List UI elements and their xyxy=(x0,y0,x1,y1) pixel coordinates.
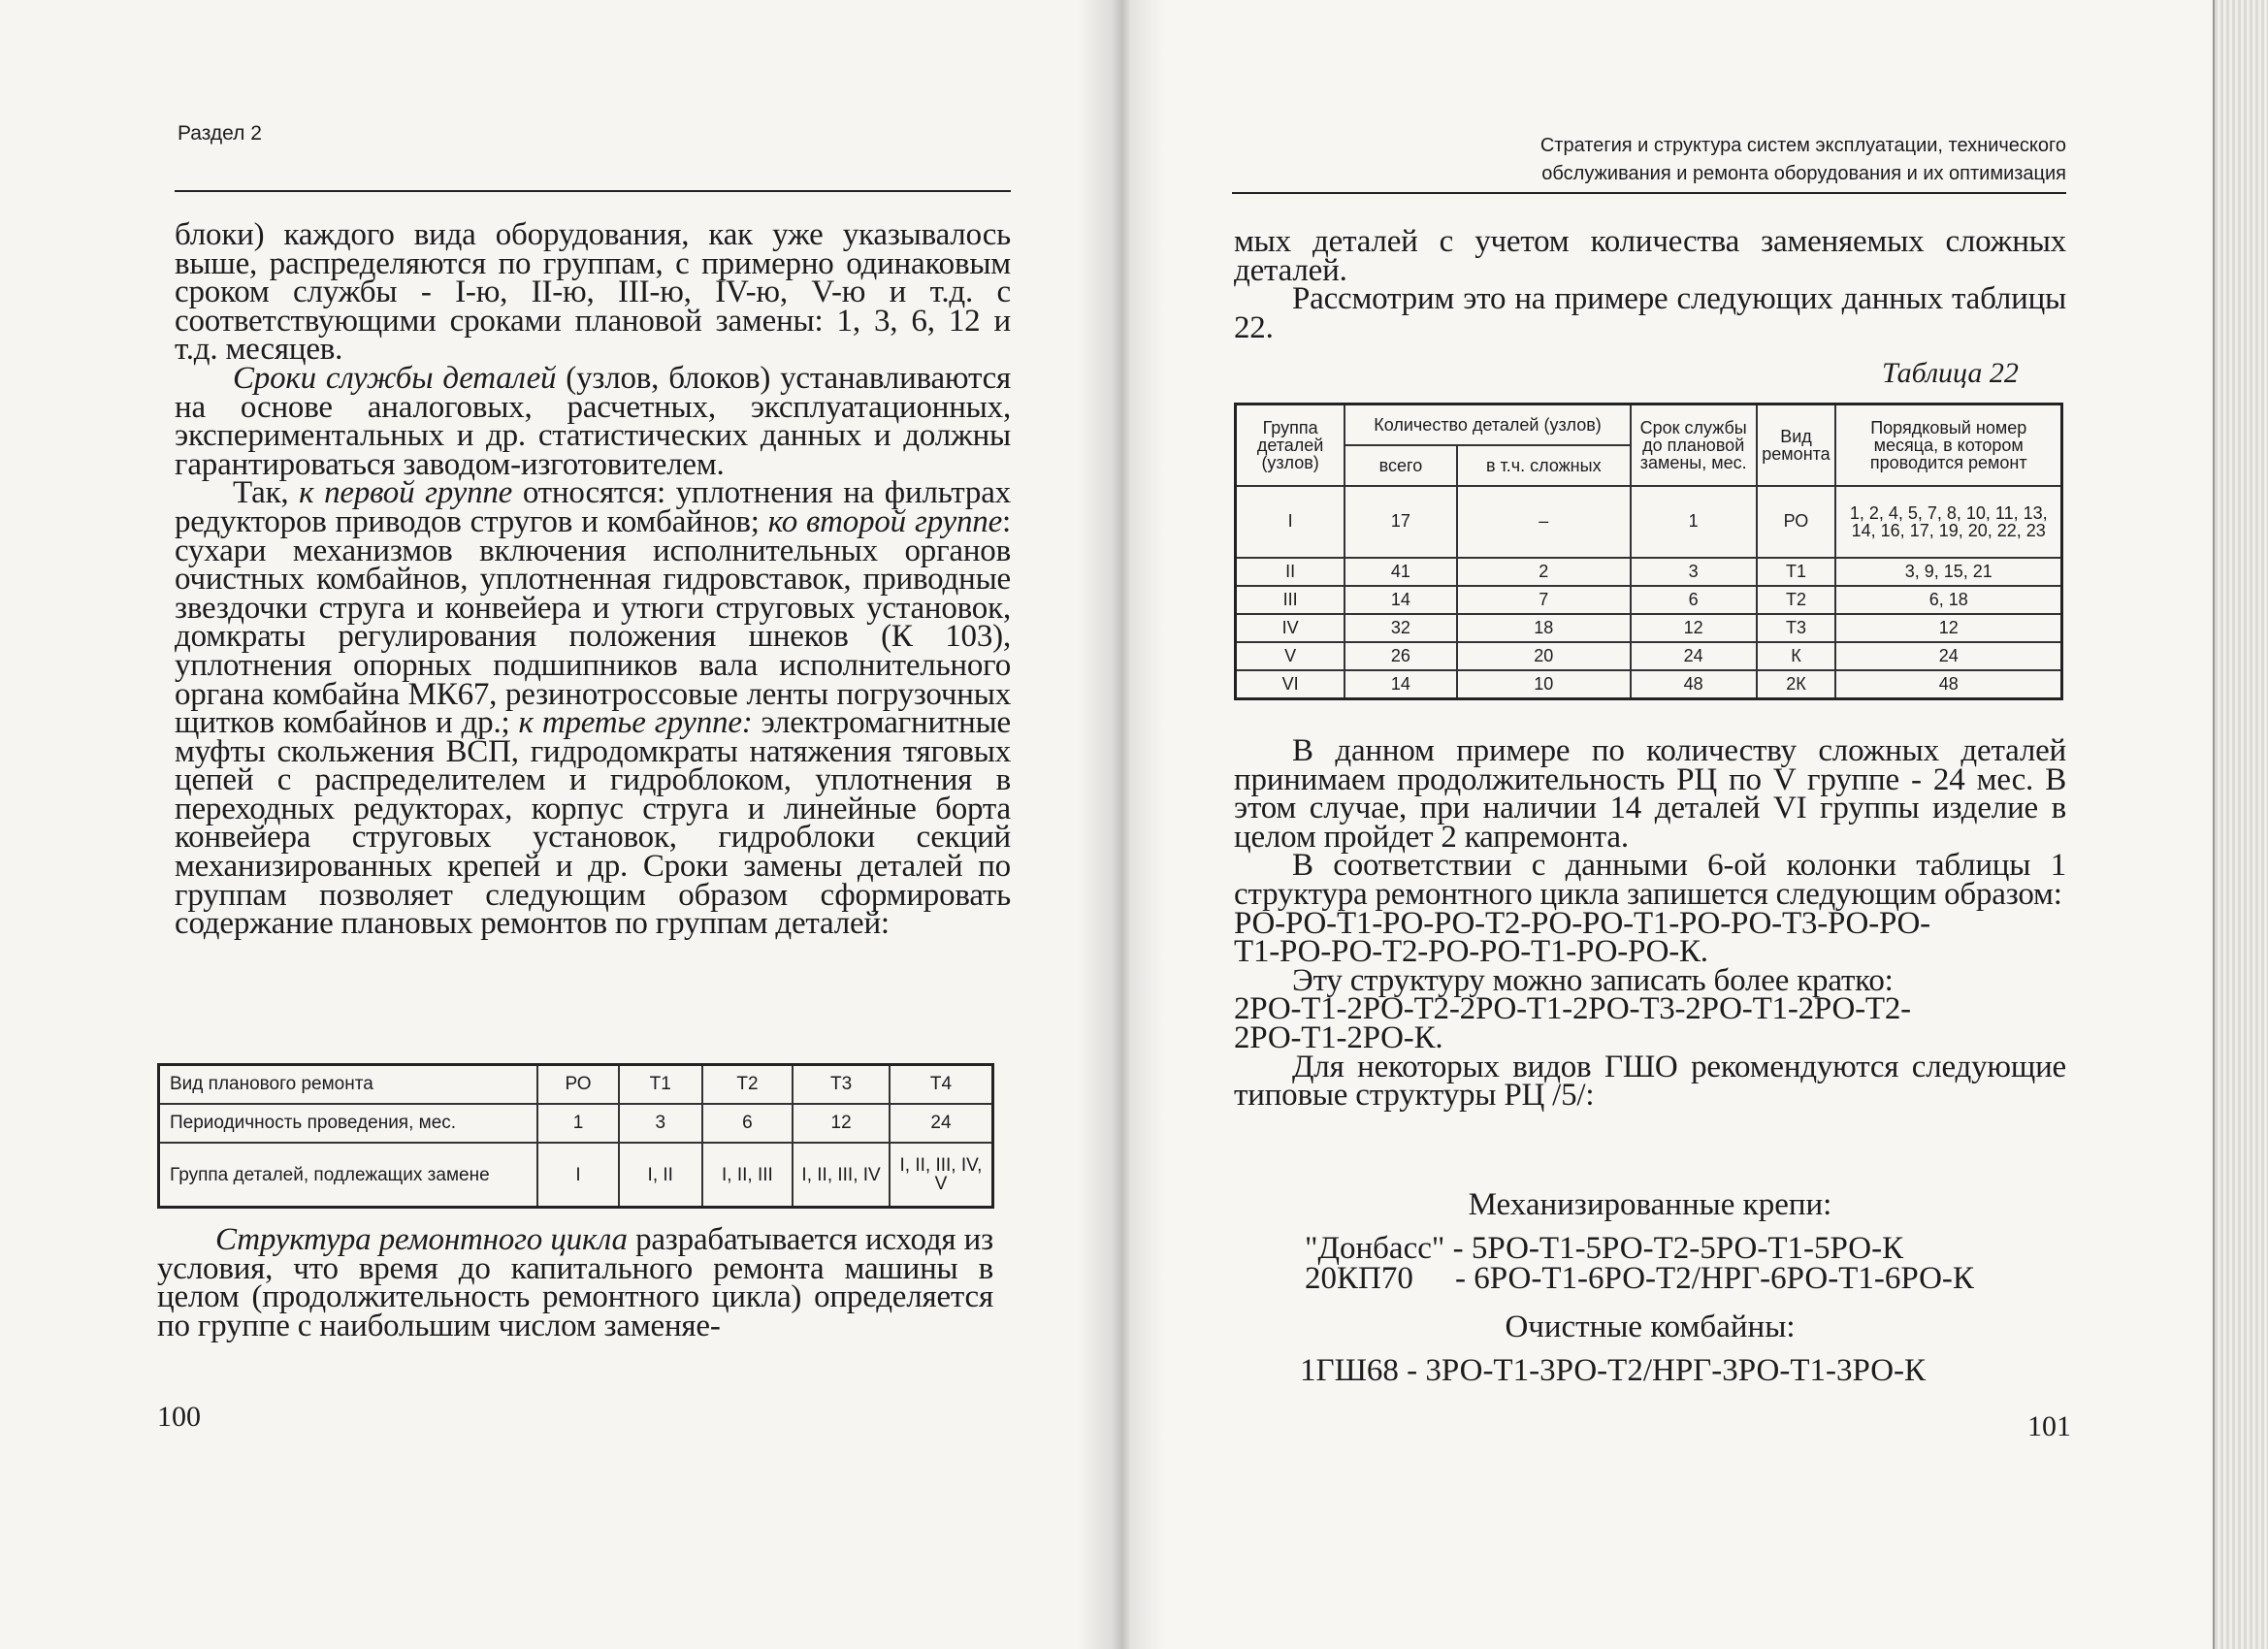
left-text-upper xyxy=(175,217,1012,942)
repair-table-cell: 1 xyxy=(537,1104,619,1143)
repair-table-cell: Т3 xyxy=(793,1065,890,1105)
left-page xyxy=(0,0,1116,1649)
paragraph-service-life-text: (узлов, блоков) устанавливаются на основе аналоговых, расчетных, эксплуатационных, экспериментальных и др. статистических данных и должны гарантироваться заводом-изготовителем. xyxy=(175,360,1011,482)
header-month-number: Порядковый номер месяца, в котором проводится ремонт xyxy=(1835,404,2061,486)
table22-cell-term: 12 xyxy=(1631,614,1757,642)
header-repair-type: Вид ремонта xyxy=(1757,404,1836,486)
table22-cell-months: 12 xyxy=(1835,614,2061,642)
table22-cell-total: 32 xyxy=(1345,614,1456,642)
table22-row xyxy=(1236,558,2062,586)
repair-table-row-label: Периодичность проведения, мес. xyxy=(159,1104,538,1143)
table22-cell-complex: – xyxy=(1457,486,1631,558)
running-header-right xyxy=(1242,132,2066,188)
repair-table-cell: I xyxy=(537,1143,619,1208)
table22-cell-group: I xyxy=(1236,486,1345,558)
repair-table-cell: Т1 xyxy=(619,1065,702,1105)
table22-cell-term: 3 xyxy=(1631,558,1757,586)
repair-table-row xyxy=(159,1143,993,1208)
header-rule-left xyxy=(175,190,1011,192)
table22-cell-total: 14 xyxy=(1345,670,1456,699)
repair-table-cell: I, II, III, IV, V xyxy=(890,1143,993,1208)
header-count-complex: в т.ч. сложных xyxy=(1457,445,1631,486)
structure-formula-full-line: РО-РО-Т1-РО-РО-Т2-РО-РО-Т1-РО-РО-Т3-РО-РО- xyxy=(1234,905,1930,941)
paragraph-group-examples xyxy=(175,475,1012,942)
paragraph-structure-intro: В соответствии с данными 6-ой колонки таблицы 1 структура ремонтного цикла запишется следующим образом: xyxy=(1234,848,2066,912)
table22-cell-months: 6, 18 xyxy=(1835,586,2061,614)
table22-cell-group: IV xyxy=(1236,614,1345,642)
paragraph-cycle-duration: В данном примере по количеству сложных деталей принимаем продолжительность РЦ по V группе - 24 мес. В этом случае, при наличии 14 деталей VI группы изделие в целом пройдет 2 капремонта. xyxy=(1234,733,2066,855)
repair-table-cell: I, II xyxy=(619,1143,702,1208)
text-span: Так, xyxy=(233,475,300,511)
repair-table-cell: I, II, III xyxy=(702,1143,794,1208)
section-title-mechanized-supports: Механизированные крепи: xyxy=(1468,1187,1832,1222)
text-span: : сухари механизмов включения исполнительных органов очистных комбайнов, уплотненная гидровставок, приводные звездочки струга и конвейера и утюги струговых установок, домкраты регулирования положения шнеков (К 103), уплотнения опорных подшипников вала исполнительного органа комбайна МК67, резинотроссовые ленты погрузочных щитков комбайнов и др.; xyxy=(175,503,1011,741)
structure-20kp70: - 6РО-Т1-6РО-Т2/НРГ-6РО-Т1-6РО-К xyxy=(1455,1261,1974,1296)
structure-formula-short-line: 2РО-Т1-2РО-Т2-2РО-Т1-2РО-Т3-2РО-Т1-2РО-Т2- xyxy=(1234,991,1911,1027)
running-header-line: Стратегия и структура систем эксплуатации, технического xyxy=(1539,135,2066,156)
term-service-life: Сроки службы деталей xyxy=(233,360,557,396)
table-22 xyxy=(1234,403,2063,700)
table22-cell-type: Т2 xyxy=(1757,586,1836,614)
repair-table-row-label: Вид планового ремонта xyxy=(159,1065,538,1105)
table-caption: Таблица 22 xyxy=(1882,357,2019,389)
structure-formula-short-line: 2РО-Т1-2РО-К. xyxy=(1234,1019,1443,1055)
table22-cell-group: II xyxy=(1236,558,1345,586)
structure-20kp70-label: 20КП70 xyxy=(1305,1261,1413,1296)
page-number-left: 100 xyxy=(157,1401,201,1433)
table22-cell-type: Т3 xyxy=(1757,614,1836,642)
section-title-shearers: Очистные комбайны: xyxy=(1505,1310,1796,1344)
table22-row xyxy=(1236,642,2062,670)
paragraph-short-form: Эту структуру можно записать более кратко: xyxy=(1292,962,1894,998)
table22-row xyxy=(1236,486,2062,558)
table22-cell-months: 48 xyxy=(1835,670,2061,699)
right-text-upper xyxy=(1234,224,2066,345)
table22-cell-term: 48 xyxy=(1631,670,1757,699)
table22-cell-group: VI xyxy=(1236,670,1345,699)
table22-cell-total: 26 xyxy=(1345,642,1456,670)
table22-cell-complex: 7 xyxy=(1457,586,1631,614)
term-second-group: ко второй группе xyxy=(767,503,1003,539)
repair-table-cell: 12 xyxy=(793,1104,890,1143)
header-count: Количество деталей (узлов) xyxy=(1345,404,1631,445)
repair-table-cell: Т2 xyxy=(702,1065,794,1105)
table22-cell-term: 1 xyxy=(1631,486,1757,558)
text-span: разрабатывается исходя из условия, что время до капитального ремонта машины в целом (продолжительность ремонтного цикла) определяется по группе с наибольшим числом заменяе- xyxy=(157,1222,993,1343)
repair-table-cell: Т4 xyxy=(890,1065,993,1105)
repair-table-cell: 6 xyxy=(702,1104,794,1143)
right-text-middle xyxy=(1234,733,2066,1114)
paragraph-typical-structures: Для некоторых видов ГШО рекомендуются следующие типовые структуры РЦ /5/: xyxy=(1234,1049,2066,1114)
structure-formula-full-line: Т1-РО-РО-Т2-РО-РО-Т1-РО-РО-К. xyxy=(1234,934,1708,970)
page-number-right: 101 xyxy=(2027,1410,2071,1442)
table22-cell-total: 17 xyxy=(1345,486,1456,558)
repair-table-row xyxy=(159,1065,993,1105)
table22-cell-total: 14 xyxy=(1345,586,1456,614)
table22-cell-group: III xyxy=(1236,586,1345,614)
paragraph-service-life xyxy=(175,360,1011,482)
repair-table-cell: 24 xyxy=(890,1104,993,1143)
book-gutter xyxy=(1077,0,1164,1649)
header-rule-right xyxy=(1232,192,2066,194)
term-repair-cycle: Структура ремонтного цикла xyxy=(215,1222,628,1257)
term-first-group: к первой группе xyxy=(299,475,513,511)
header-count-total: всего xyxy=(1345,445,1456,486)
table22-cell-type: Т1 xyxy=(1757,558,1836,586)
repair-table-cell: РО xyxy=(537,1065,619,1105)
repair-table-row xyxy=(159,1104,993,1143)
table22-cell-complex: 20 xyxy=(1457,642,1631,670)
left-text-lower xyxy=(157,1222,993,1343)
table22-cell-months: 3, 9, 15, 21 xyxy=(1835,558,2061,586)
table22-cell-complex: 2 xyxy=(1457,558,1631,586)
text-span: относятся: уплотнения на фильтрах редукторов приводов стругов и комбайнов; xyxy=(175,475,1011,539)
page-edges xyxy=(2213,0,2268,1649)
table22-row xyxy=(1236,670,2062,699)
table22-cell-term: 6 xyxy=(1631,586,1757,614)
table22-cell-group: V xyxy=(1236,642,1345,670)
header-term: Срок службы до плановой замены, мес. xyxy=(1631,404,1757,486)
paragraph-repair-cycle xyxy=(157,1222,993,1343)
paragraph-groups: блоки) каждого вида оборудования, как уже указывалось выше, распределяются по группам, с примерно одинаковым сроком службы - I-ю, II-ю, III-ю, IV-ю, V-ю и т.д. с соответствующими сроками плановой замены: 1, 3, 6, 12 и т.д. месяцев. xyxy=(175,217,1011,368)
repair-table-cell: I, II, III, IV xyxy=(793,1143,890,1208)
running-header-line: обслуживания и ремонта оборудования и их оптимизация xyxy=(1541,163,2066,184)
running-header-left: Раздел 2 xyxy=(178,122,262,145)
table22-cell-type: К xyxy=(1757,642,1836,670)
paragraph-example-intro: Рассмотрим это на примере следующих данных таблицы 22. xyxy=(1234,281,2066,345)
repair-table-row-label: Группа деталей, подлежащих замене xyxy=(159,1143,538,1208)
repair-table-cell: 3 xyxy=(619,1104,702,1143)
structure-donbass: "Донбасс" - 5РО-Т1-5РО-Т2-5РО-Т1-5РО-К xyxy=(1305,1231,1904,1266)
table22-cell-term: 24 xyxy=(1631,642,1757,670)
table22-cell-type: РО xyxy=(1757,486,1836,558)
table22-cell-type: 2К xyxy=(1757,670,1836,699)
text-span: электромагнитные муфты скольжения ВСП, гидродомкраты натяжения тяговых цепей с распределителем и гидроблоком, уплотнения в переходных редукторах, корпус струга и линейные борта конвейера струговых установок, гидроблоки секций механизированных крепей и др. Сроки замены деталей по группам позволяет следующим образом сформировать содержание плановых ремонтов по группам деталей: xyxy=(175,705,1012,942)
header-group: Группа деталей (узлов) xyxy=(1236,404,1345,486)
structure-1gsh68: 1ГШ68 - 3РО-Т1-3РО-Т2/НРГ-3РО-Т1-3РО-К xyxy=(1300,1353,1927,1388)
table22-cell-months: 24 xyxy=(1835,642,2061,670)
planned-repair-table xyxy=(157,1063,994,1209)
table22-row xyxy=(1236,614,2062,642)
table22-cell-months: 1, 2, 4, 5, 7, 8, 10, 11, 13, 14, 16, 17, 19, 20, 22, 23 xyxy=(1835,486,2061,558)
table22-cell-complex: 10 xyxy=(1457,670,1631,699)
paragraph-continued: мых деталей с учетом количества заменяемых сложных деталей. xyxy=(1234,224,2066,288)
table22-cell-complex: 18 xyxy=(1457,614,1631,642)
table22-row xyxy=(1236,586,2062,614)
term-third-group: к третье группе: xyxy=(518,705,753,741)
table22-cell-total: 41 xyxy=(1345,558,1456,586)
